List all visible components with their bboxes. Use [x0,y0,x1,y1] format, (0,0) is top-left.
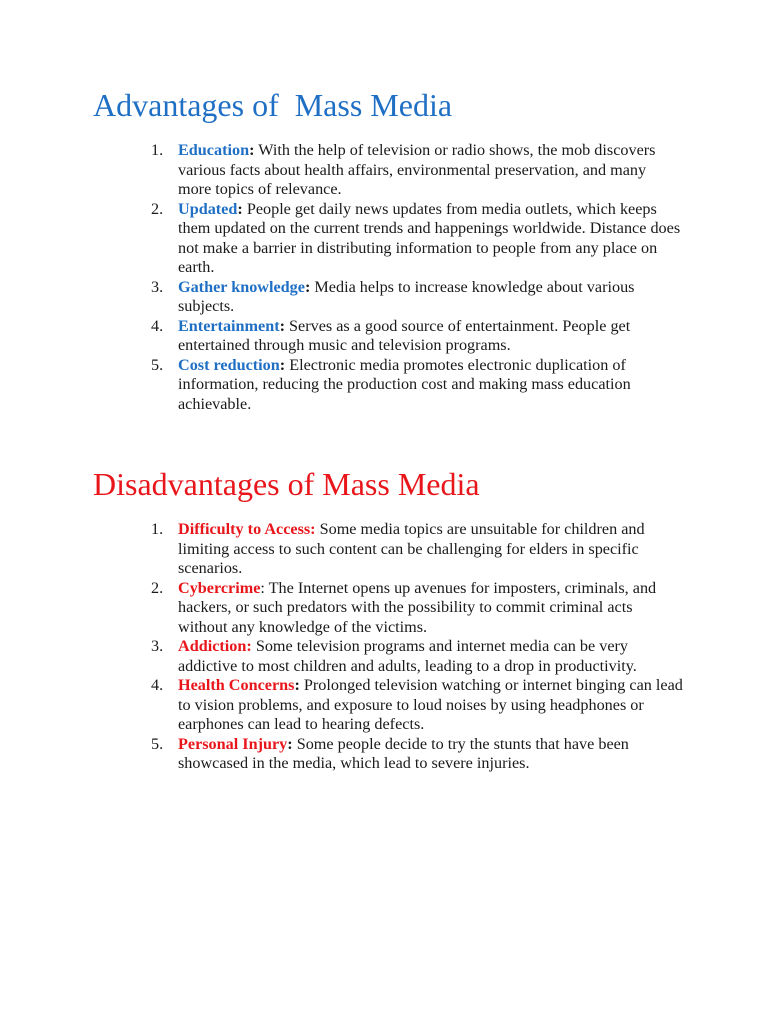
item-text: Some media topics are unsuitable for children and limiting access to such content can be challenging for elders in specific scenarios. [178,520,645,577]
list-item [151,637,683,676]
list-item [151,277,683,317]
item-separator: : [279,355,286,374]
item-term: Cost reduction [178,355,280,374]
item-text: Some television programs and internet media can be very addictive to most children and adults, leading to a drop in productivity. [178,637,637,675]
disadvantages-list [151,520,683,774]
item-term: Addiction: [178,637,252,655]
list-item [151,734,683,774]
item-text: : The Internet opens up avenues for imposters, criminals, and hackers, or such predators with the possibility to commit criminal acts without any knowledge of the victims. [178,578,657,636]
item-term: Gather knowledge [178,277,305,296]
item-separator: : [249,141,255,159]
item-separator: : [287,734,293,753]
item-number: 1. [151,520,164,538]
item-term: Personal Injury [178,734,288,753]
item-separator: : [294,676,300,694]
item-number: 5. [151,734,164,753]
item-separator: : [279,316,285,335]
item-number: 4. [151,676,164,694]
disadvantages-heading: Disadvantages of Mass Media [93,466,480,502]
item-term: Cybercrime [178,578,261,597]
item-number: 3. [151,277,164,296]
advantages-heading: Advantages of Mass Media [93,87,453,123]
item-text: Some people decide to try the stunts that have been showcased in the media, which lead to severe injuries. [178,734,629,772]
item-text: Serves as a good source of entertainment. People get entertained through music and television programs. [178,316,631,354]
item-text: People get daily news updates from media outlets, which keeps them updated on the current trends and happenings worldwide. Distance does not make a barrier in distributing information to people from any place on earth. [178,199,681,276]
item-number: 2. [151,578,164,597]
item-term: Difficulty to Access: [178,520,316,538]
item-separator: : [304,277,311,296]
list-item [151,141,683,200]
item-separator: : [237,199,243,218]
item-term: Health Concerns [178,676,295,694]
list-item [151,316,683,356]
list-item [151,578,683,638]
list-item [151,355,683,415]
item-number: 3. [151,637,164,655]
item-number: 4. [151,316,164,335]
item-number: 5. [151,355,164,374]
list-item [151,199,683,278]
list-item [151,520,683,579]
item-number: 1. [151,141,164,159]
item-term: Updated [178,199,238,218]
item-text: Electronic media promotes electronic duplication of information, reducing the production cost and making mass education achievable. [178,355,631,413]
item-term: Education [178,141,250,159]
list-item [151,676,683,735]
item-number: 2. [151,199,164,218]
advantages-list [151,141,683,414]
item-text: Media helps to increase knowledge about various subjects. [178,277,635,315]
item-text: With the help of television or radio shows, the mob discovers various facts about health affairs, environmental preservation, and many more topics of relevance. [178,141,656,198]
item-text: Prolonged television watching or internet binging can lead to vision problems, and exposure to loud noises by using headphones or earphones can lead to hearing defects. [178,676,683,733]
item-term: Entertainment [178,316,280,335]
